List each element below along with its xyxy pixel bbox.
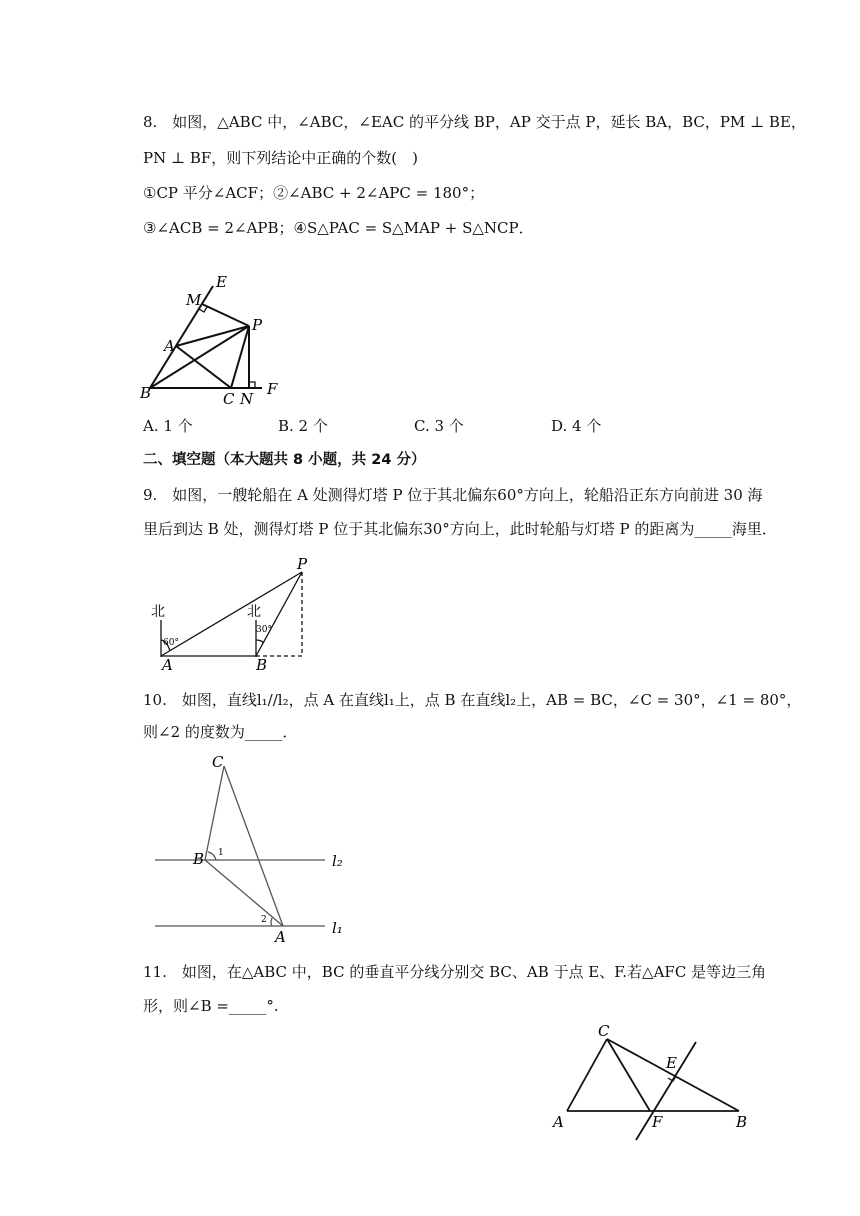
q10-line-cb (205, 766, 224, 860)
q10-angle-1-label: 1 (218, 848, 224, 858)
q8-right-angle-m (199, 307, 207, 312)
q8-option-c: C. 3 个 (414, 417, 464, 435)
q8-line-1: 8. 如图，△ABC 中，∠ABC，∠EAC 的平分线 BP，AP 交于点 P，延长 BA，BC，PM ⊥ BE， (143, 113, 806, 131)
q9-angle-arc-a (161, 640, 170, 651)
q8-right-angle-n (249, 382, 255, 388)
q9-line-bp (256, 572, 302, 656)
q8-label-n: N (240, 390, 254, 408)
q11-label-c: C (598, 1022, 610, 1040)
q11-line-2: 形，则∠B =_____°. (143, 997, 279, 1015)
q10-angle-arc-2 (271, 918, 272, 926)
q10-label-b: B (193, 850, 205, 868)
q11-label-e: E (666, 1054, 677, 1072)
q10-angle-2-label: 2 (261, 915, 267, 925)
q10-label-l1: l₁ (332, 919, 343, 937)
q8-line-mp (202, 304, 249, 326)
q11-label-f: F (652, 1113, 663, 1131)
q11-line-1: 11. 如图，在△ABC 中，BC 的垂直平分线分别交 BC、AB 于点 E、F.若△AFC 是等边三角 (143, 963, 767, 981)
q9-line-2: 里后到达 B 处，测得灯塔 P 位于其北偏东30°方向上，此时轮船与灯塔 P 的距离为_____海里． (143, 520, 777, 538)
q8-label-c: C (223, 390, 235, 408)
q11-right-angle-e (668, 1076, 676, 1081)
q8-line-ac (176, 346, 231, 388)
q9-angle-arc-b (256, 640, 264, 643)
q8-option-b: B. 2 个 (278, 417, 328, 435)
q9-label-p: P (297, 555, 308, 573)
q8-line-be (150, 286, 213, 388)
q10-label-a: A (275, 928, 286, 946)
q9-line-ap (161, 572, 302, 656)
q8-label-f: F (267, 380, 278, 398)
section-heading: 二、填空题（本大题共 8 小题，共 24 分） (143, 452, 426, 468)
q8-label-m: M (186, 291, 202, 309)
q8-line-2: PN ⊥ BF，则下列结论中正确的个数( ) (143, 149, 418, 167)
q9-north-label-a: 北 (151, 604, 165, 620)
q8-option-d: D. 4 个 (551, 417, 602, 435)
q9-label-b: B (256, 656, 268, 674)
q8-line-3: ①CP 平分∠ACF；②∠ABC + 2∠APC = 180°； (143, 184, 485, 202)
q8-label-b: B (140, 384, 152, 402)
q10-angle-arc-1 (208, 852, 216, 860)
q8-label-p: P (252, 316, 263, 334)
q11-label-a: A (553, 1113, 564, 1131)
q8-label-a: A (164, 337, 175, 355)
q8-line-ap (176, 326, 249, 346)
q10-line-1: 10. 如图，直线l₁//l₂，点 A 在直线l₁上，点 B 在直线l₂上，AB = BC，∠C = 30°，∠1 = 80°， (143, 691, 802, 709)
q10-line-ba (205, 860, 283, 926)
q8-option-a: A. 1 个 (143, 417, 193, 435)
q10-line-ca (224, 766, 283, 926)
q8-line-cp (231, 326, 249, 388)
q11-line-ac (567, 1039, 607, 1111)
q11-label-b: B (736, 1113, 748, 1131)
q10-label-c: C (212, 753, 224, 771)
q8-options (143, 415, 703, 437)
q11-line-cb (607, 1039, 739, 1111)
q11-line-cf (607, 1039, 650, 1111)
q9-angle-30: 30° (256, 625, 272, 635)
q10-label-l2: l₂ (332, 852, 343, 870)
q8-line-bp (150, 326, 249, 388)
q9-label-a: A (162, 656, 173, 674)
q9-north-label-b: 北 (247, 604, 261, 620)
q11-perp-bisector (636, 1042, 696, 1140)
q8-line-4: ③∠ACB = 2∠APB；④S△PAC = S△MAP + S△NCP． (143, 219, 534, 237)
q9-angle-60: 60° (163, 638, 179, 648)
q10-line-2: 则∠2 的度数为_____． (143, 723, 298, 741)
q8-label-e: E (216, 273, 227, 291)
q9-line-1: 9. 如图，一艘轮船在 A 处测得灯塔 P 位于其北偏东60°方向上，轮船沿正东方向前进 30 海 (143, 486, 763, 504)
